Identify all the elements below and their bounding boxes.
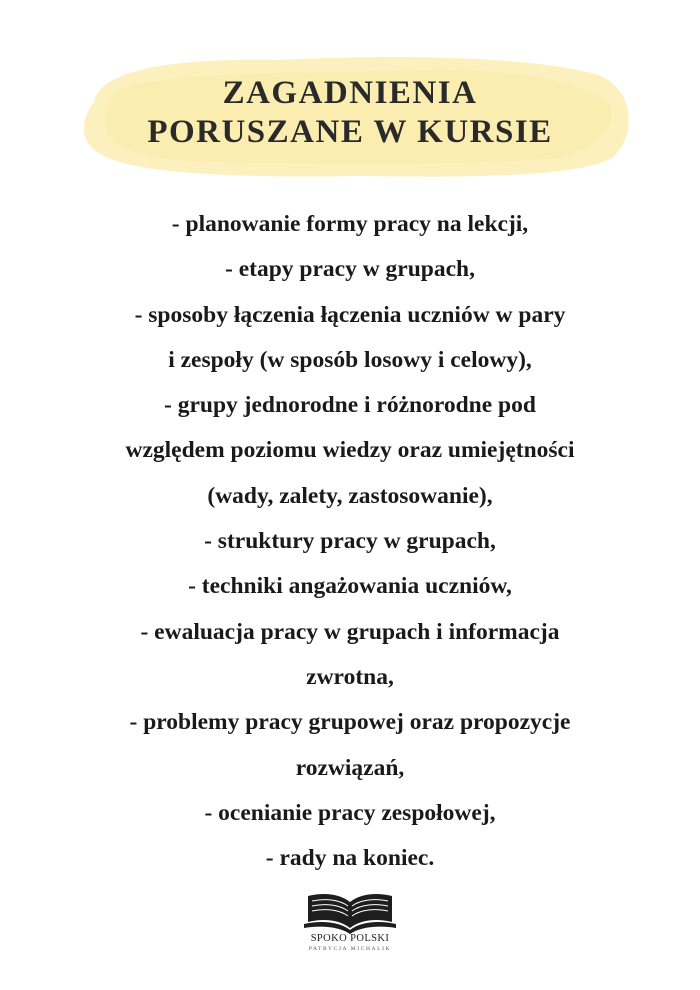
topic-line: - problemy pracy grupowej oraz propozycje (129, 709, 571, 736)
page-title (60, 74, 640, 152)
topic-line: względem poziomu wiedzy oraz umiejętności (125, 437, 575, 464)
topic-line: - rady na koniec. (265, 845, 435, 872)
topic-line: - ocenianie pracy zespołowej, (204, 799, 496, 826)
open-book-icon (302, 888, 398, 934)
title-line-1: ZAGADNIENIA (222, 75, 478, 111)
topic-line: - ewaluacja pracy w grupach i informacja (140, 618, 560, 645)
topic-line: (wady, zalety, zastosowanie), (207, 482, 493, 509)
topic-line: rozwiązań, (295, 754, 405, 781)
topic-line: - etapy pracy w grupach, (225, 256, 475, 283)
brand-name: SPOKO POLSKI (310, 933, 390, 944)
topic-line: - sposoby łączenia łączenia uczniów w pary (134, 301, 566, 328)
topic-list (40, 202, 660, 881)
brand-logo (290, 888, 410, 958)
topic-line: zwrotna, (306, 663, 394, 690)
brand-author: PATRYCJA MICHALIK (308, 946, 392, 952)
title-line-2: PORUSZANE W KURSIE (147, 114, 553, 150)
topic-line: i zespoły (w sposób losowy i celowy), (168, 346, 532, 373)
title-block (60, 40, 640, 190)
topic-line: - planowanie formy pracy na lekcji, (171, 211, 529, 237)
topic-line: - techniki angażowania uczniów, (188, 573, 512, 600)
topic-line: - struktury pracy w grupach, (204, 528, 496, 555)
topic-line: - grupy jednorodne i różnorodne pod (164, 392, 536, 419)
